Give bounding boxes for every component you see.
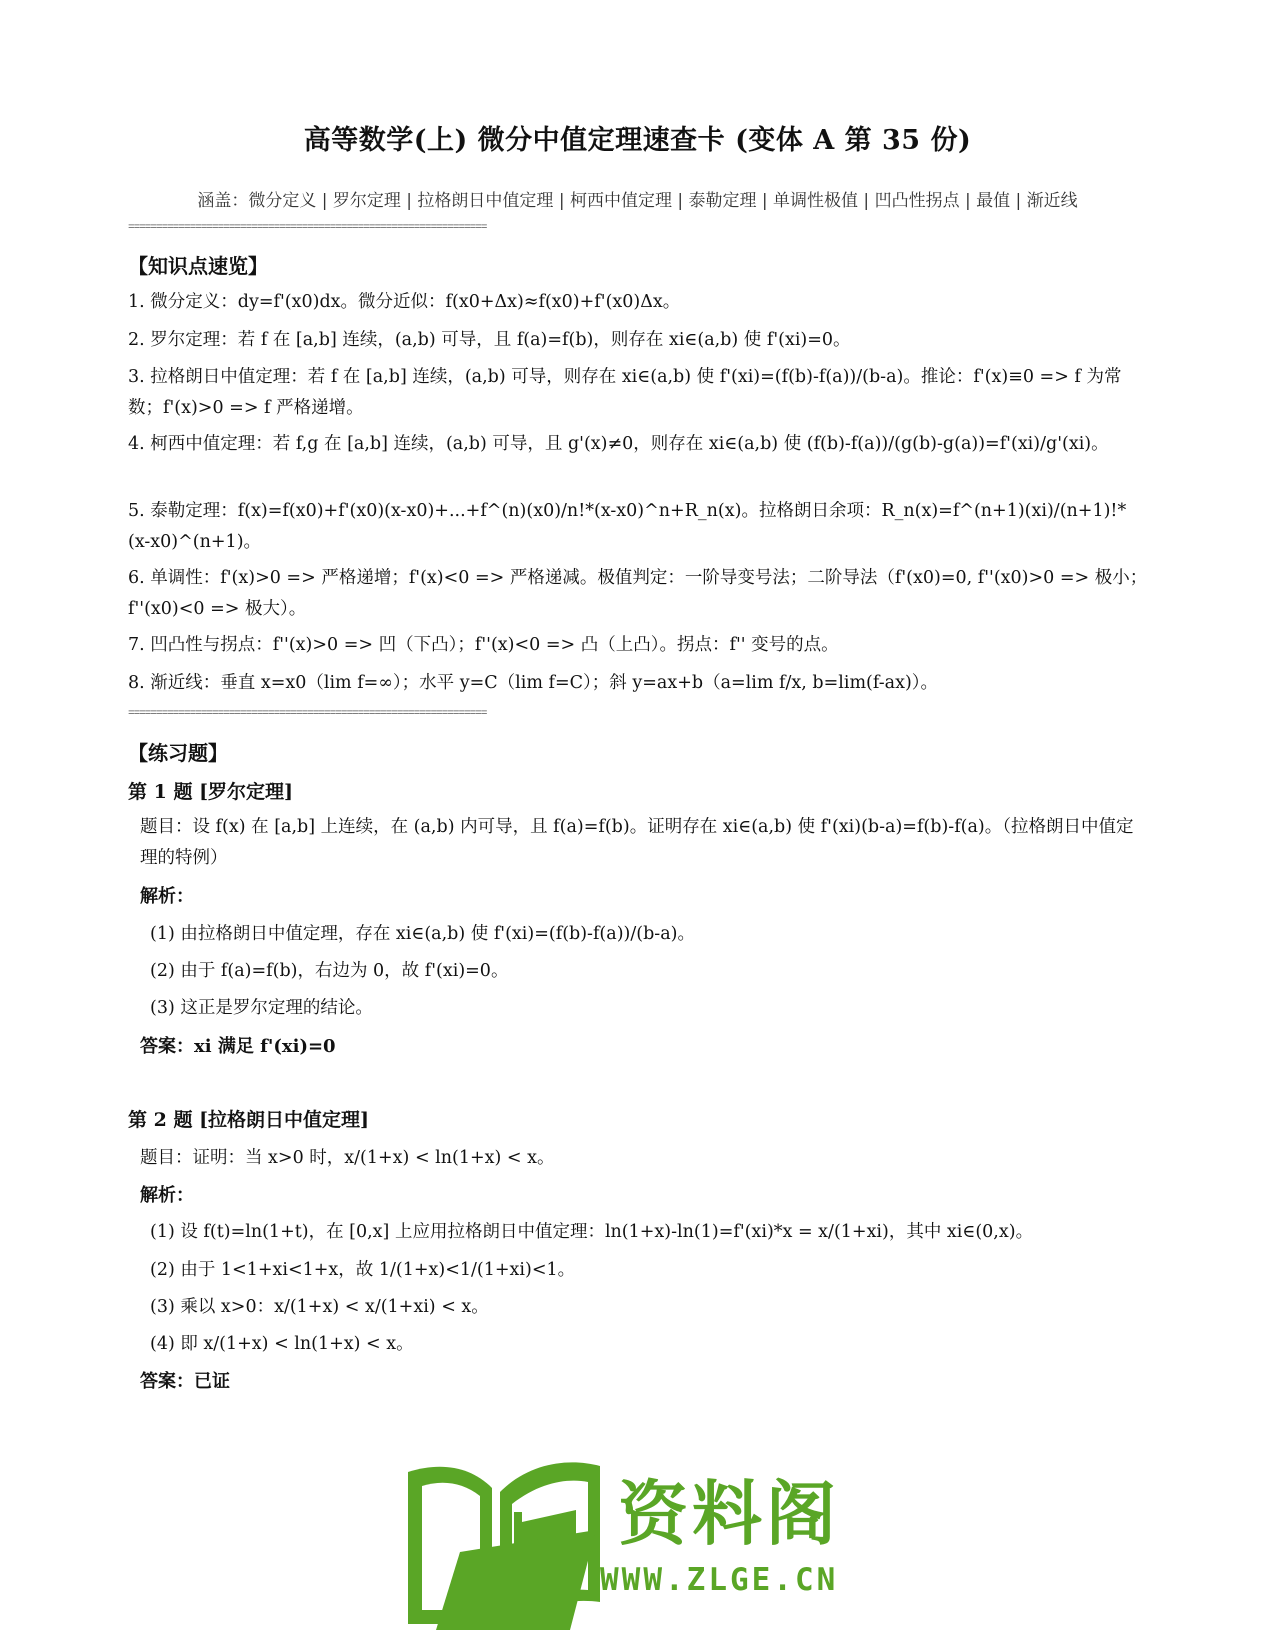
knowledge-item-2: 2. 罗尔定理：若 f 在 [a,b] 连续，(a,b) 可导，且 f(a)=f(b)，则存在 xi∈(a,b) 使 f'(xi)=0。 <box>128 330 851 350</box>
exercise-2-question: 题目：证明：当 x>0 时，x/(1+x) < ln(1+x) < x。 <box>140 1148 555 1168</box>
book-icon <box>400 1452 610 1642</box>
coverage-line: 涵盖：微分定义 | 罗尔定理 | 拉格朗日中值定理 | 柯西中值定理 | 泰勒定理 | 单调性极值 | 凹凸性拐点 | 最值 | 渐近线 <box>197 191 1078 211</box>
exercise-2-step-1: (1) 设 f(t)=ln(1+t)，在 [0,x] 上应用拉格朗日中值定理：ln(1+x)-ln(1)=f'(xi)*x = x/(1+xi)，其中 xi∈(0,x)。 <box>150 1222 1034 1242</box>
exercise-1-step-2: (2) 由于 f(a)=f(b)，右边为 0，故 f'(xi)=0。 <box>150 961 509 981</box>
knowledge-item-1: 1. 微分定义：dy=f'(x0)dx。微分近似：f(x0+Δx)≈f(x0)+f'(x0)Δx。 <box>128 292 681 312</box>
knowledge-item-4: 4. 柯西中值定理：若 f,g 在 [a,b] 连续，(a,b) 可导，且 g'(x)≠0，则存在 xi∈(a,b) 使 (f(b)-f(a))/(g(b)-g(a))=f'(xi)/g'(xi)。 <box>128 434 1109 454</box>
exercise-1-analysis-label: 解析： <box>140 886 194 907</box>
exercise-2-step-4: (4) 即 x/(1+x) < ln(1+x) < x。 <box>150 1334 414 1354</box>
knowledge-item-6: 6. 单调性：f'(x)>0 => 严格递增；f'(x)<0 => 严格递减。极值判定：一阶导变号法；二阶导法（f'(x0)=0, f''(x0)>0 => 极小；f''(x0)<0 => 极大）。 <box>128 568 1148 619</box>
watermark-name: 资料阁 <box>618 1473 840 1555</box>
exercise-1-answer: 答案：xi 满足 f'(xi)=0 <box>140 1036 336 1057</box>
page-title: 高等数学(上) 微分中值定理速查卡 (变体 A 第 35 份) <box>303 125 972 156</box>
exercise-1-question: 题目：设 f(x) 在 [a,b] 上连续，在 (a,b) 内可导，且 f(a)=f(b)。证明存在 xi∈(a,b) 使 f'(xi)(b-a)=f(b)-f(a)。（拉格朗日中值定理的特例） <box>140 817 1134 868</box>
exercise-1-step-3: (3) 这正是罗尔定理的结论。 <box>150 998 373 1018</box>
knowledge-item-8: 8. 渐近线：垂直 x=x0（lim f=∞）；水平 y=C（lim f=C）；斜 y=ax+b（a=lim f/x, b=lim(f-ax)）。 <box>128 673 939 693</box>
exercise-2-analysis-label: 解析： <box>140 1185 194 1206</box>
exercise-1-title: 第 1 题 [罗尔定理] <box>128 781 294 803</box>
knowledge-item-5: 5. 泰勒定理：f(x)=f(x0)+f'(x0)(x-x0)+...+f^(n)(x0)/n!*(x-x0)^n+R_n(x)。拉格朗日余项：R_n(x)=f^(n+1)(xi)/(n+1)!*(x-x0)^(n+1)。 <box>128 501 1127 552</box>
exercise-1-step-1: (1) 由拉格朗日中值定理，存在 xi∈(a,b) 使 f'(xi)=(f(b)-f(a))/(b-a)。 <box>150 924 695 944</box>
divider-bottom: ================================================================ <box>128 708 487 720</box>
watermark-logo <box>400 1452 860 1642</box>
exercise-2-answer: 答案：已证 <box>140 1371 230 1392</box>
watermark-url: WWW.ZLGE.CN <box>600 1562 839 1598</box>
knowledge-item-7: 7. 凹凸性与拐点：f''(x)>0 => 凹（下凸）；f''(x)<0 => 凸（上凸）。拐点：f'' 变号的点。 <box>128 635 839 655</box>
knowledge-heading: 【知识点速览】 <box>128 254 268 278</box>
knowledge-item-3: 3. 拉格朗日中值定理：若 f 在 [a,b] 连续，(a,b) 可导，则存在 xi∈(a,b) 使 f'(xi)=(f(b)-f(a))/(b-a)。推论：f'(x)≡0 => f 为常数；f'(x)>0 => f 严格递增。 <box>128 367 1122 418</box>
exercise-2-step-2: (2) 由于 1<1+xi<1+x，故 1/(1+x)<1/(1+xi)<1。 <box>150 1260 576 1280</box>
exercise-2-step-3: (3) 乘以 x>0：x/(1+x) < x/(1+xi) < x。 <box>150 1297 489 1317</box>
exercises-heading: 【练习题】 <box>128 741 228 765</box>
divider-top: ================================================================ <box>128 222 487 234</box>
exercise-2-title: 第 2 题 [拉格朗日中值定理] <box>128 1109 370 1131</box>
